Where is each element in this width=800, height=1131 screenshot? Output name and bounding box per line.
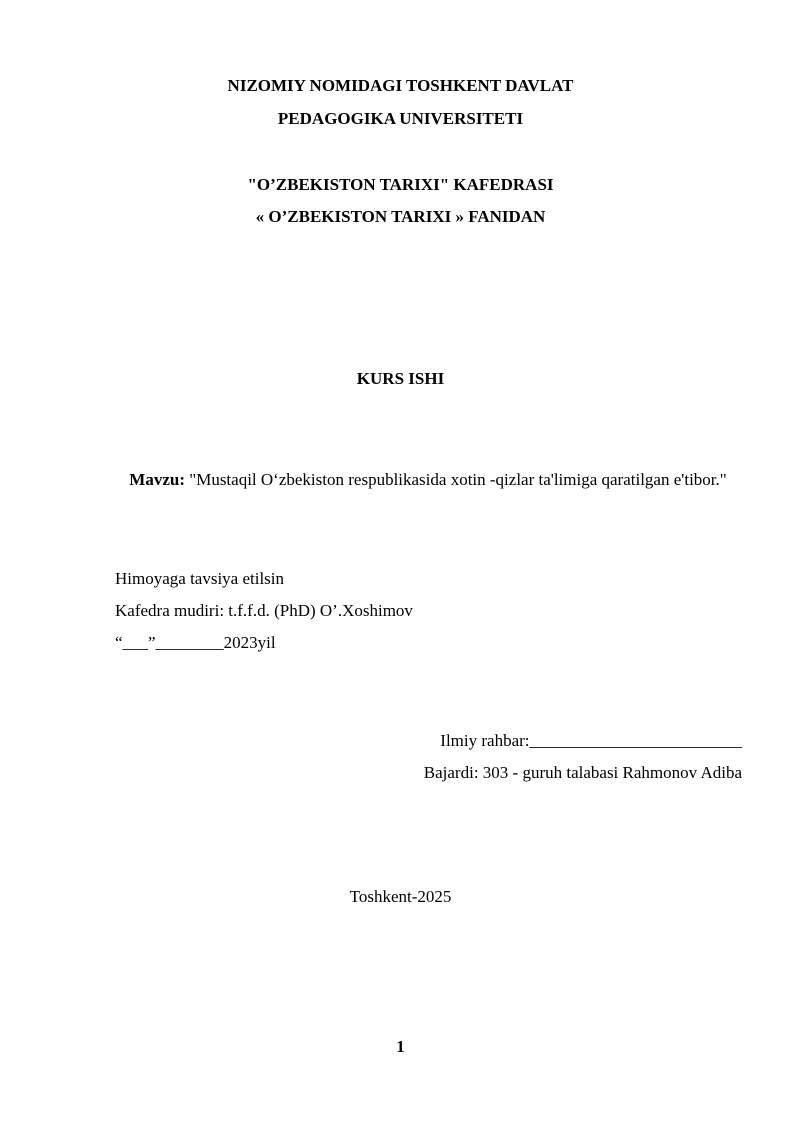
topic-label: Mavzu: xyxy=(129,470,186,489)
university-name-line1: NIZOMIY NOMIDAGI TOSHKENT DAVLAT xyxy=(227,76,574,95)
city-year: Toshkent-2025 xyxy=(349,887,452,906)
subject-name: « O’ZBEKISTON TARIXI » FANIDAN xyxy=(255,207,546,226)
topic-text: "Mustaqil O‘zbekiston respublikasida xotin -qizlar ta'limiga qaratilgan e'tibor." xyxy=(185,470,727,489)
approval-block xyxy=(115,563,413,659)
department-name: "O’ZBEKISTON TARIXI" KAFEDRASI xyxy=(247,175,554,194)
approval-recommendation: Himoyaga tavsiya etilsin xyxy=(115,569,285,588)
approval-date: “___”________2023yil xyxy=(115,633,276,652)
signature-block xyxy=(424,725,742,789)
topic-paragraph xyxy=(113,464,743,496)
page-number: 1 xyxy=(396,1037,405,1056)
document-type-title: KURS ISHI xyxy=(356,369,445,388)
university-name-line2: PEDAGOGIKA UNIVERSITETI xyxy=(277,109,524,128)
performer-line: Bajardi: 303 - guruh talabasi Rahmonov Adiba xyxy=(423,763,742,782)
department-head: Kafedra mudiri: t.f.f.d. (PhD) O’.Xoshimov xyxy=(115,601,413,620)
advisor-line: Ilmiy rahbar:_________________________ xyxy=(440,731,742,750)
